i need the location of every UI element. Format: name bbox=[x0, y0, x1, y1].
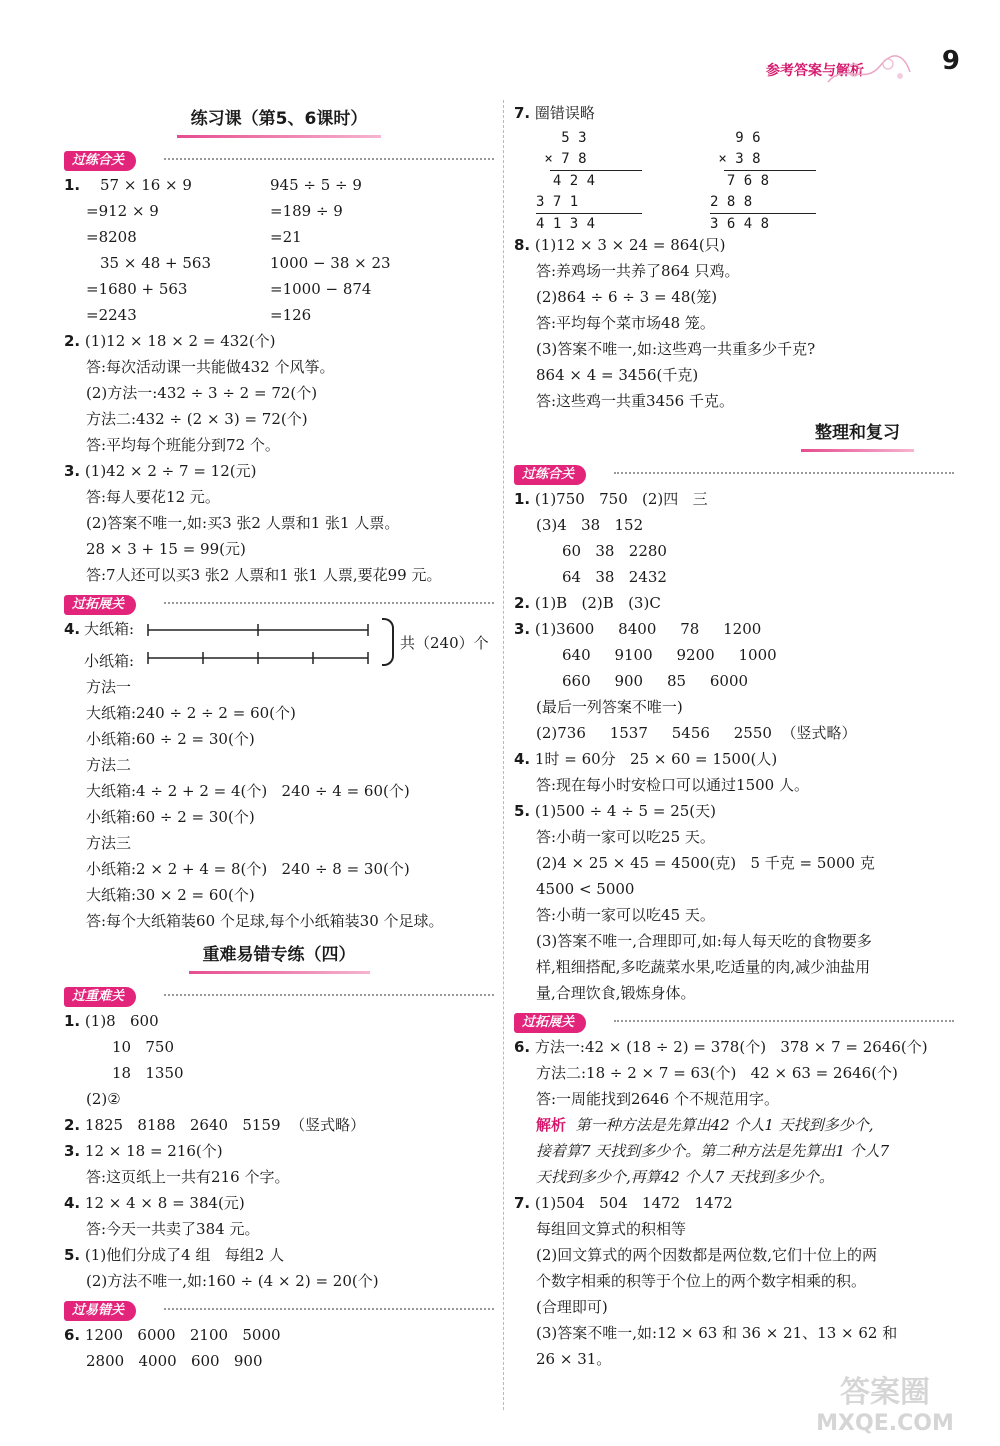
review-question-5: 5. (1)500 ÷ 4 ÷ 5 = 25(天) 答:小萌一家可以吃25 天。 (2)4 × 25 × 45 = 4500(克) 5 千克 = 5000 克 4500 < 5000 答:小萌一家可以吃45 天。 (3)答案不唯一,合理即可,如:每人每天吃的食物要多 样,粗细搭配,多吃蔬菜水果,吃适量的肉,减少油盐用 量,合理饮食,锻炼身体。 bbox=[514, 802, 875, 1002]
section-title: 重难易错专练（四） bbox=[64, 940, 494, 972]
review-question-2: 2. (1)B (2)B (3)C bbox=[514, 594, 661, 612]
vertical-calc-1: 5 3 × 7 8 4 2 4 3 7 1 4 1 3 4 bbox=[536, 128, 642, 235]
question-5: 1. (1)8 600 10 750 18 1350 (2)② bbox=[64, 1012, 184, 1108]
brace bbox=[382, 618, 394, 666]
section-tag: 过拓展关 bbox=[64, 590, 494, 614]
page-header bbox=[620, 46, 960, 92]
question-8: 4. 12 × 4 × 8 = 384(元) 答:今天一共卖了384 元。 bbox=[64, 1194, 260, 1238]
question-6: 2. 1825 8188 2640 5159 （竖式略） bbox=[64, 1116, 366, 1134]
section-tag: 过重难关 bbox=[64, 982, 494, 1006]
section-tag: 过拓展关 bbox=[514, 1008, 954, 1032]
column-divider bbox=[503, 100, 504, 1410]
vertical-calculations bbox=[514, 128, 954, 232]
question-1: 1. 57 × 16 × 9 945 ÷ 5 ÷ 9 =912 × 9 =189 ÷ 9 =8208 =21 35 × 48 + 563 1000 − 38 × 23 =1680 + 563 =1000 − 874 =2243 =126 bbox=[64, 176, 391, 324]
question-4: 4. 大纸箱: 小纸箱: 共（240）个 方法一 大纸箱:240 ÷ 2 ÷ 2 = 60(个) 小纸箱:60 ÷ 2 = 30(个) 方法二 大纸箱:4 ÷ 2 + 2 = 4(个) 240 ÷ 4 = 60(个) 小纸箱:60 ÷ 2 = 30(个) 方法三 小纸箱:2 × 2 + 4 = 8(个) 240 ÷ 8 = 30(个) 大纸箱:30 × 2 = 60(个) 答:每个大纸箱装60 个足球,每个小纸箱装30 个足球。 bbox=[64, 616, 494, 934]
section-tag: 过练合关 bbox=[64, 146, 494, 170]
right-column bbox=[514, 100, 954, 1372]
review-question-1: 1. (1)750 750 (2)四 三 (3)4 38 152 60 38 2280 64 38 2432 bbox=[514, 490, 708, 586]
section-tag: 过易错关 bbox=[64, 1296, 494, 1320]
svg-text:MXQE.COM: MXQE.COM bbox=[816, 1411, 954, 1436]
review-question-6: 6. 方法一:42 × (18 ÷ 2) = 378(个) 378 × 7 = 2646(个) 方法二:18 ÷ 2 × 7 = 63(个) 42 × 63 = 2646(个) 答:一周能找到2646 个不规范用字。 解析 第一种方法是先算出42 个人1 天找到多少个, 接着算7 天找到多少个。第二种方法是先算出1 个人7 天找到多少个,再算42 个人7 天找到多少个。 bbox=[514, 1034, 954, 1190]
question-10: 6. 1200 6000 2100 5000 2800 4000 600 900 bbox=[64, 1326, 281, 1370]
watermark-logo bbox=[790, 1368, 980, 1438]
section-title: 练习课（第5、6课时） bbox=[64, 104, 494, 136]
question-8-right: 8. (1)12 × 3 × 24 = 864(只) 答:养鸡场一共养了864 只鸡。 (2)864 ÷ 6 ÷ 3 = 48(笼) 答:平均每个菜市场48 笼。 (3)答案不唯一,如:这些鸡一共重多少千克? 864 × 4 = 3456(千克) 答:这些鸡一共重3456 千克。 bbox=[514, 236, 816, 410]
diagram-total: 共（240）个 bbox=[400, 634, 489, 652]
analysis-note: 解析 第一种方法是先算出42 个人1 天找到多少个, bbox=[536, 1116, 874, 1134]
section-title: 整理和复习 bbox=[514, 418, 954, 450]
line-segment-diagram: 4. 大纸箱: 小纸箱: 共（240）个 bbox=[64, 616, 494, 674]
question-2: 2. (1)12 × 18 × 2 = 432(个) 答:每次活动课一共能做432 个风筝。 (2)方法一:432 ÷ 3 ÷ 2 = 72(个) 方法二:432 ÷ (2 × 3) = 72(个) 答:平均每个班能分到72 个。 bbox=[64, 332, 335, 454]
section-tag: 过练合关 bbox=[514, 460, 954, 484]
question-7: 3. 12 × 18 = 216(个) 答:这页纸上一共有216 个字。 bbox=[64, 1142, 290, 1186]
page-number: 9 bbox=[941, 46, 960, 76]
question-9: 5. (1)他们分成了4 组 每组2 人 (2)方法不唯一,如:160 ÷ (4 × 2) = 20(个) bbox=[64, 1246, 379, 1290]
vertical-calc-2: 9 6 × 3 8 7 6 8 2 8 8 3 6 4 8 bbox=[710, 128, 816, 235]
flower-decoration-icon bbox=[824, 52, 914, 88]
header-title: 参考答案与解析 bbox=[766, 63, 864, 79]
review-question-4: 4. 1时 = 60分 25 × 60 = 1500(人) 答:现在每小时安检口可以通过1500 人。 bbox=[514, 750, 809, 794]
left-column bbox=[64, 100, 494, 1374]
question-3: 3. (1)42 × 2 ÷ 7 = 12(元) 答:每人要花12 元。 (2)答案不唯一,如:买3 张2 人票和1 张1 人票。 28 × 3 + 15 = 99(元) 答:7人还可以买3 张2 人票和1 张1 人票,要花99 元。 bbox=[64, 462, 442, 584]
review-question-7: 7. (1)504 504 1472 1472 每组回文算式的积相等 (2)回文算式的两个因数都是两位数,它们十位上的两 个数字相乘的积等于个位上的两个数字相乘的积。 (合理即可) (3)答案不唯一,如:12 × 63 和 36 × 21、13 × 62 和 26 × 31。 bbox=[514, 1194, 898, 1368]
bar-segments bbox=[146, 622, 376, 668]
small-box-label: 小纸箱: bbox=[84, 652, 135, 670]
question-7-right: 7. 圈错误略 5 3 × 7 8 4 2 4 3 7 1 4 1 3 4 9 6 × 3 8 7 6 8 2 8 8 3 6 4 8 bbox=[514, 100, 954, 232]
review-question-3: 3. (1)3600 8400 78 1200 640 9100 9200 1000 660 900 85 6000 (最后一列答案不唯一) (2)736 1537 5456 2550 （竖式略） bbox=[514, 620, 857, 742]
big-box-label: 大纸箱: bbox=[84, 620, 135, 638]
svg-text:答案圈: 答案圈 bbox=[840, 1375, 930, 1410]
